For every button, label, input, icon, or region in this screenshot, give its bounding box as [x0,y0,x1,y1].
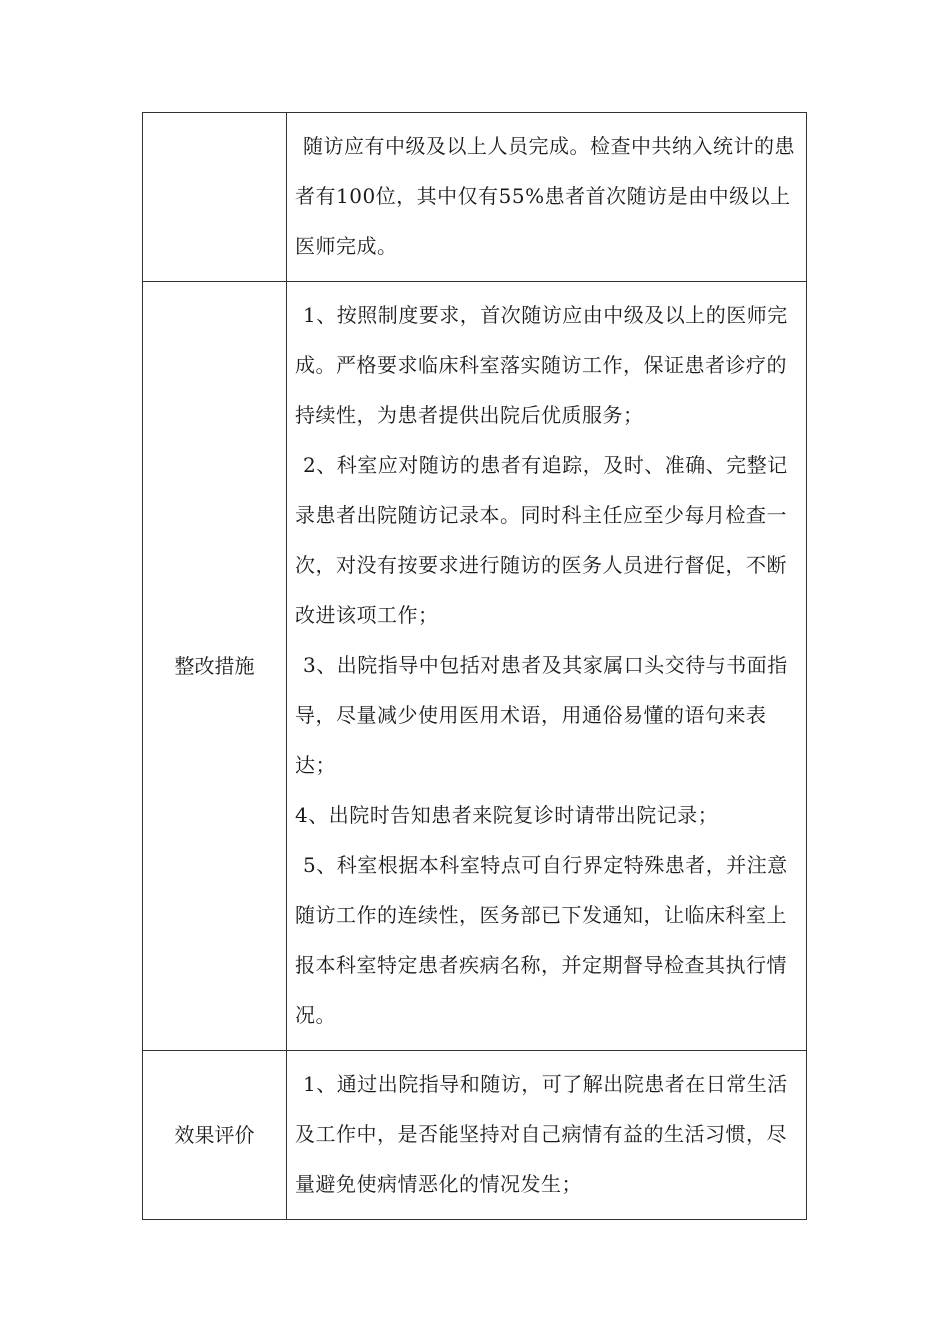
row-label [143,113,287,282]
row-label: 整改措施 [143,282,287,1051]
table-row-corrective-measures [143,282,807,1051]
table-row-effect-evaluation [143,1051,807,1220]
measure-item-3: 3、出院指导中包括对患者及其家属口头交待与书面指导，尽量减少使用医用术语，用通俗易懂的语句来表达； [295,653,788,777]
table-row-followup-issue [143,113,807,282]
row-content [287,282,807,1051]
row-content [287,113,807,282]
measure-item-4: 4、出院时告知患者来院复诊时请带出院记录； [295,803,719,827]
row-content [287,1051,807,1220]
measure-item-2: 2、科室应对随访的患者有追踪，及时、准确、完整记录患者出院随访记录本。同时科主任应至少每月检查一次，对没有按要求进行随访的医务人员进行督促，不断改进该项工作； [295,453,788,627]
row-label: 效果评价 [143,1051,287,1220]
measure-item-5: 5、科室根据本科室特点可自行界定特殊患者，并注意随访工作的连续性，医务部已下发通知，让临床科室上报本科室特定患者疾病名称，并定期督导检查其执行情况。 [295,853,788,1027]
evaluation-item-1: 1、通过出院指导和随访，可了解出院患者在日常生活及工作中，是否能坚持对自己病情有益的生活习惯，尽量避免使病情恶化的情况发生； [295,1072,788,1196]
measure-item-1: 1、按照制度要求，首次随访应由中级及以上的医师完成。严格要求临床科室落实随访工作，保证患者诊疗的持续性，为患者提供出院后优质服务； [295,303,788,427]
document-table [142,112,807,1220]
paragraph: 随访应有中级及以上人员完成。检查中共纳入统计的患者有100位，其中仅有55%患者首次随访是由中级以上医师完成。 [295,134,795,258]
